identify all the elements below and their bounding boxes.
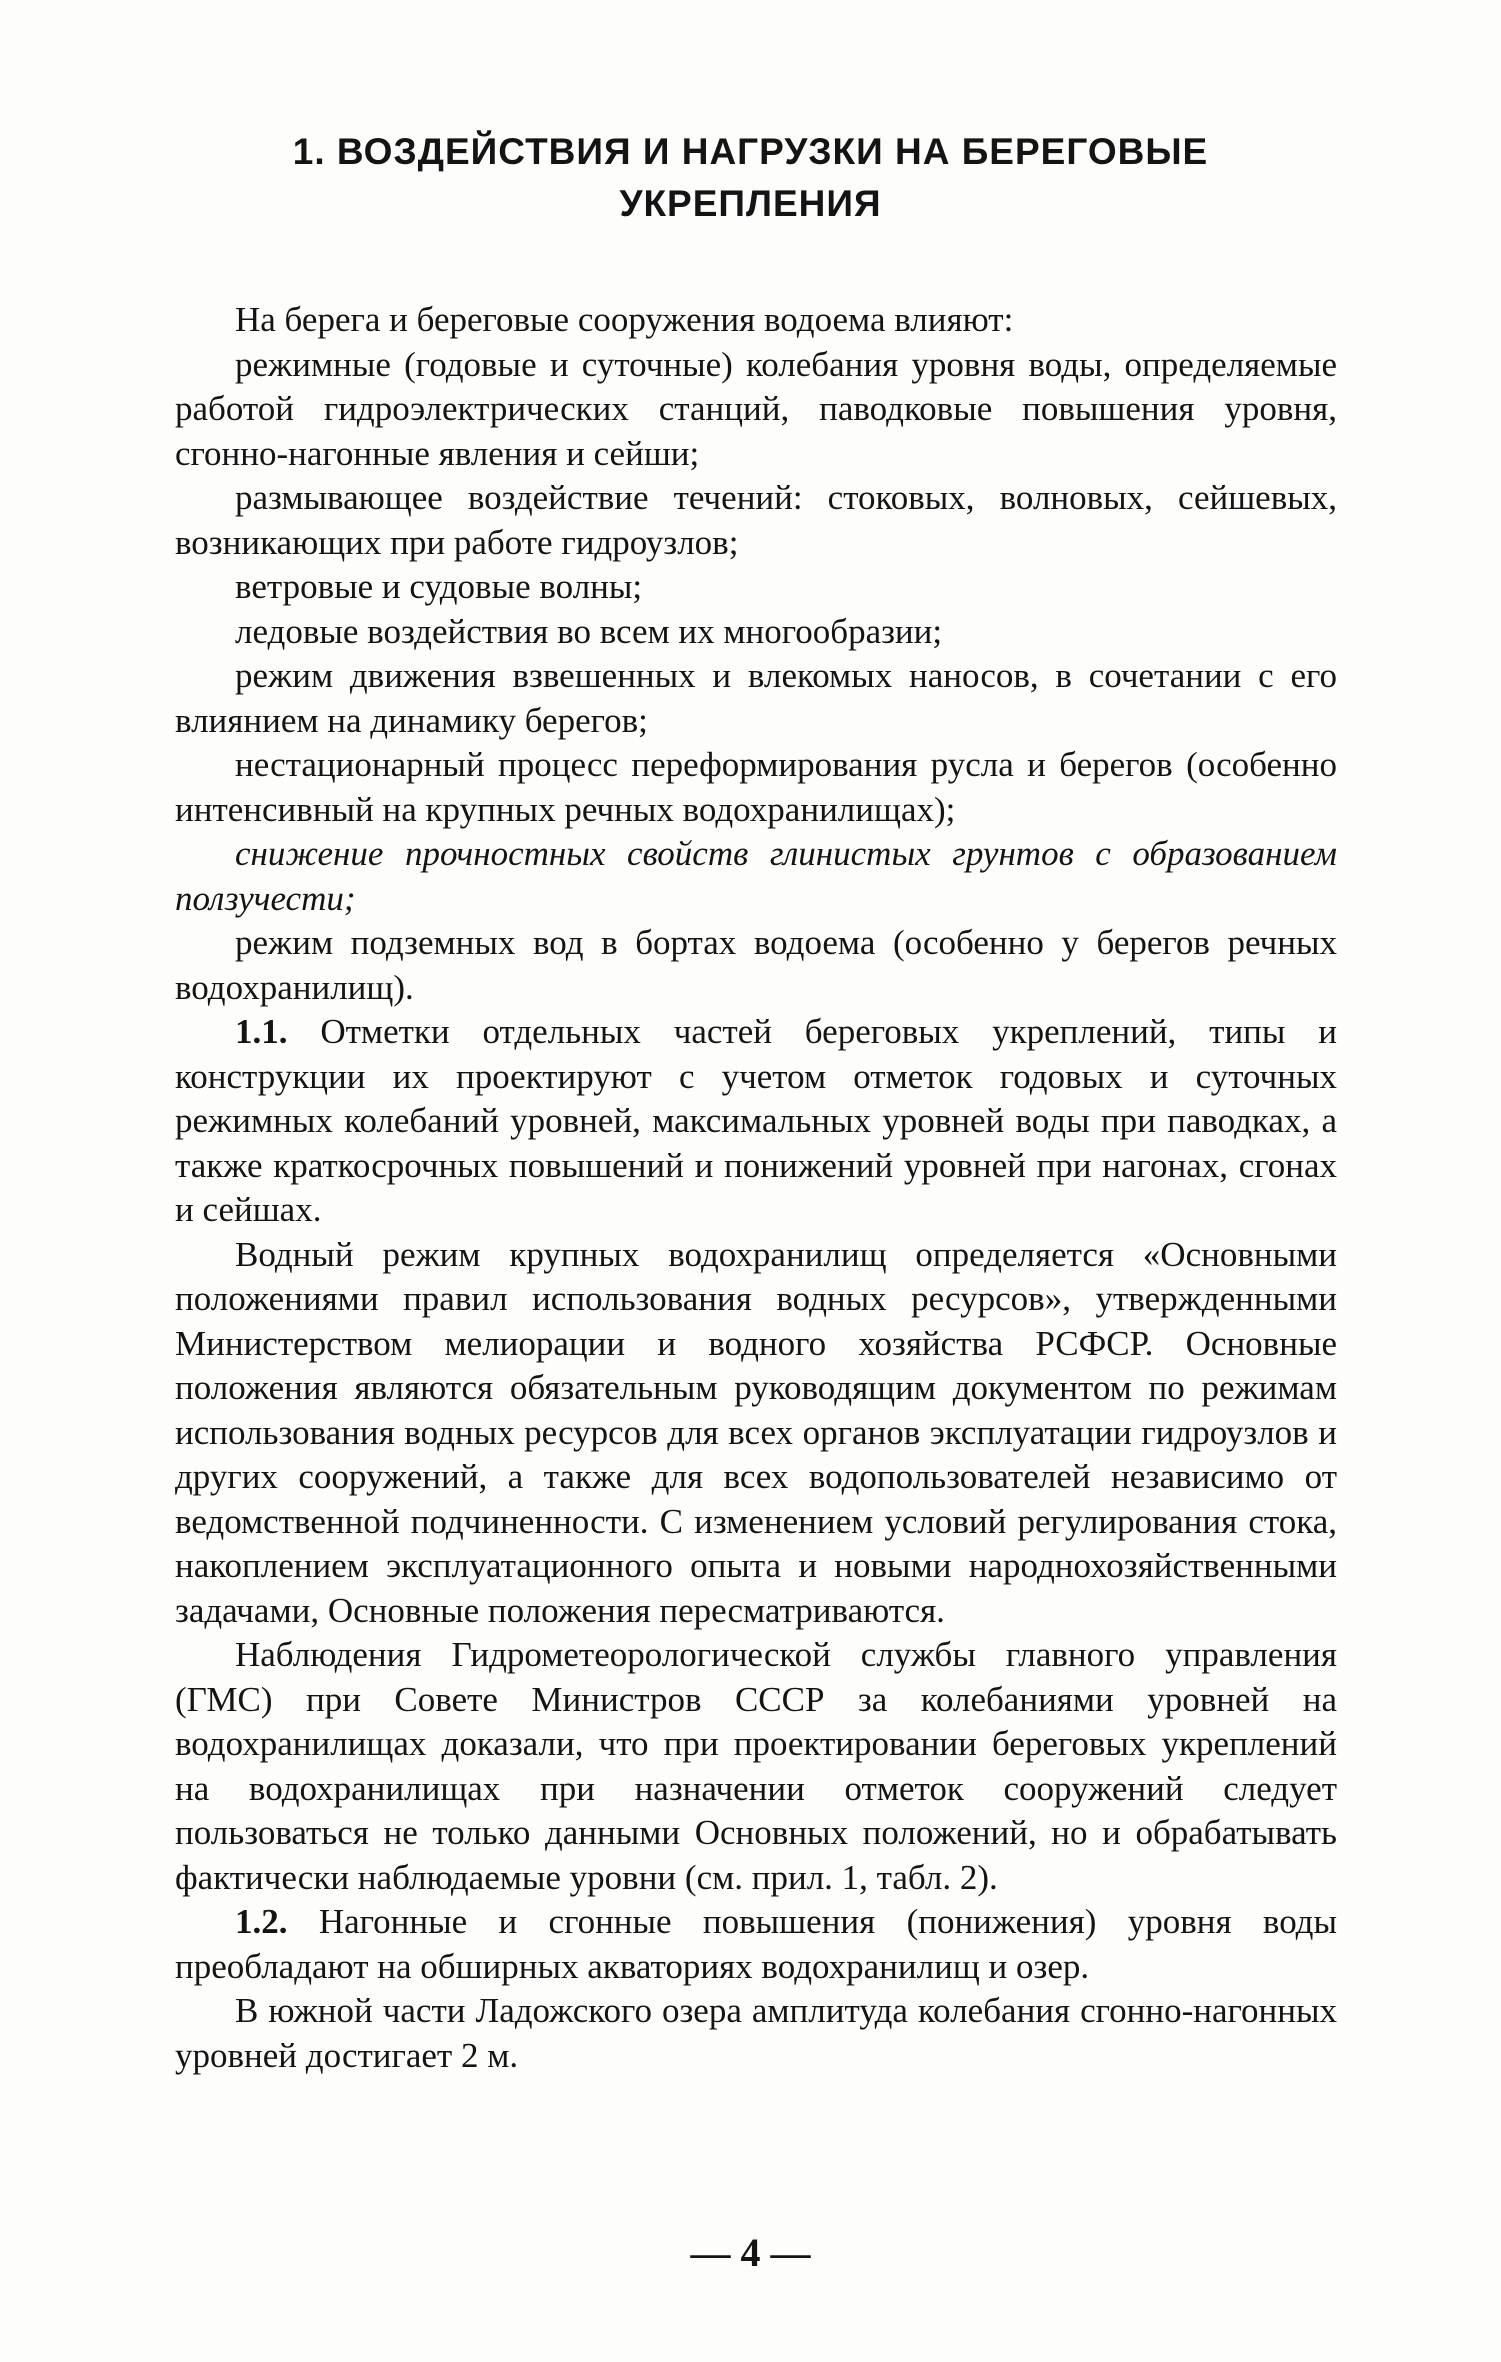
factor-item: ветровые и судовые волны;	[235, 567, 643, 606]
section-number: 1.2.	[235, 1902, 288, 1941]
section-title-line-1: 1. ВОЗДЕЙСТВИЯ И НАГРУЗКИ НА БЕРЕГОВЫЕ	[292, 131, 1209, 172]
body-text	[175, 298, 1337, 2078]
factor-item: режим движения взвешенных и влекомых наносов, в сочетании с его влиянием на динамику берегов;	[175, 656, 1337, 740]
observations-paragraph: Наблюдения Гидрометеорологической службы главного управления (ГМС) при Совете Министров СССР за колебаниями уровней на водохранилищах доказали, что при проектировании береговых укреплений на водохранилищах при назначении отметок сооружений следует пользоваться не только данными Основных положений, но и обрабатывать фактически наблюдаемые уровни (см. прил. 1, табл. 2).	[175, 1635, 1337, 1897]
section-number: 1.1.	[235, 1012, 288, 1051]
section-1-2-paragraph	[175, 1900, 1337, 1989]
water-regime-paragraph: Водный режим крупных водохранилищ определяется «Основными положениями правил использования водных ресурсов», утвержденными Министерством мелиорации и водного хозяйства РСФСР. Основные положения являются обязательным руководящим документом по режимам использования водных ресурсов для всех органов эксплуатации гидроузлов и других сооружений, а также для всех водопользователей независимо от ведомственной подчиненности. С изменением условий регулирования стока, накоплением эксплуатационного опыта и новыми народнохозяйственными задачами, Основные положения пересматриваются.	[175, 1234, 1337, 1630]
factor-item: снижение прочностных свойств глинистых грунтов с образованием ползучести;	[175, 834, 1337, 918]
intro-paragraph: На берега и береговые сооружения водоема влияют:	[235, 300, 1014, 339]
factor-item: режим подземных вод в бортах водоема (особенно у берегов речных водохранилищ).	[175, 923, 1337, 1007]
section-text: Нагонные и сгонные повышения (понижения) уровня воды преобладают на обширных акваториях водохранилищ и озер.	[175, 1902, 1338, 1986]
factor-item: режимные (годовые и суточные) колебания уровня воды, определяемые работой гидроэлектрических станций, паводковые повышения уровня, сгонно-нагонные явления и сейши;	[175, 344, 1337, 473]
factor-item: размывающее воздействие течений: стоковых, волновых, сейшевых, возникающих при работе гидроузлов;	[175, 478, 1337, 562]
ladoga-paragraph: В южной части Ладожского озера амплитуда колебания сгонно-нагонных уровней достигает 2 м.	[175, 1991, 1337, 2075]
factor-item: нестационарный процесс переформирования русла и берегов (особенно интенсивный на крупных речных водохранилищах);	[175, 745, 1337, 829]
section-title-line-2: УКРЕПЛЕНИЯ	[619, 183, 882, 224]
section-1-1-paragraph	[175, 1010, 1337, 1233]
factor-item: ледовые воздействия во всем их многообразии;	[235, 611, 943, 651]
section-text: Отметки отдельных частей береговых укреплений, типы и конструкции их проектируют с учетом отметок годовых и суточных режимных колебаний уровней, максимальных уровней воды при паводках, а также краткосрочных повышений и понижений уровней при нагонах, сгонах и сейшах.	[175, 1012, 1338, 1229]
page-number: — 4 —	[690, 2230, 811, 2275]
